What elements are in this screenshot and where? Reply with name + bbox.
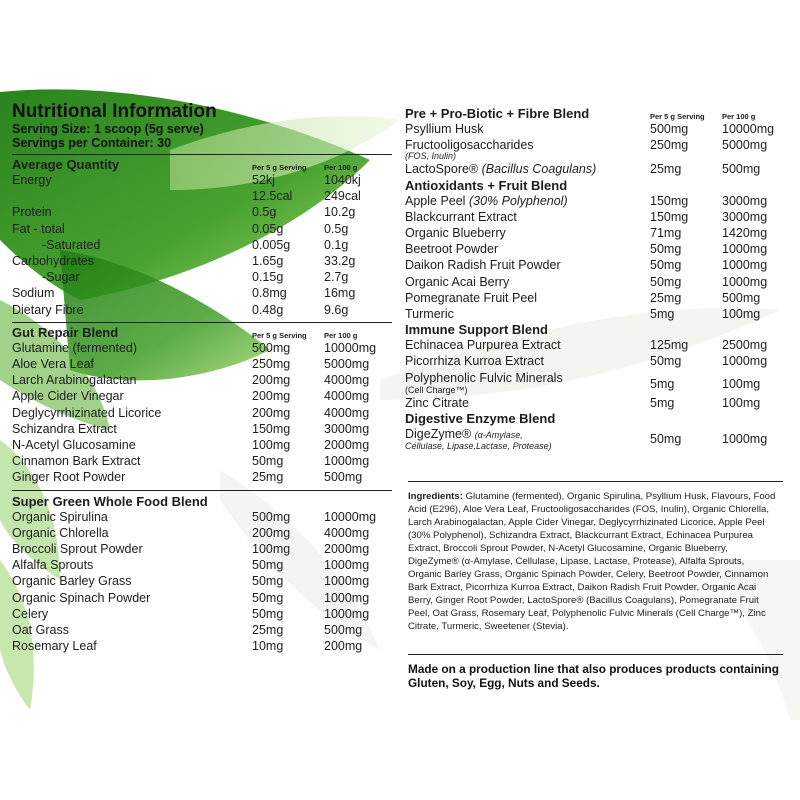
value-100g: 5000mg (324, 357, 370, 372)
value-serving: 5mg (650, 395, 675, 410)
divider (12, 154, 392, 155)
ingredient-name: Ginger Root Powder (12, 470, 126, 485)
value-serving: 5mg (650, 307, 675, 322)
value-serving: 50mg (650, 242, 682, 257)
table-row (405, 337, 790, 353)
value-100g: 16mg (324, 286, 356, 301)
value-100g: 100mg (722, 395, 761, 410)
value-100g: 500mg (722, 162, 761, 177)
value-serving: 0.8mg (252, 286, 287, 301)
value-serving: 50mg (252, 574, 284, 589)
ingredient-name: Broccoli Sprout Powder (12, 542, 143, 557)
value-serving: 200mg (252, 389, 291, 404)
value-100g: 5000mg (722, 138, 768, 153)
table-row (12, 606, 392, 622)
value-serving: 25mg (650, 290, 682, 305)
value-100g: 100mg (722, 376, 761, 391)
table-row (12, 269, 392, 285)
ingredient-note: (α-Amylase, (474, 430, 523, 441)
table-row (12, 253, 392, 269)
section-header (405, 411, 790, 426)
column-header-100g: Per 100 g (324, 163, 358, 172)
value-100g: 1000mg (324, 606, 370, 621)
value-serving: 0.48g (252, 302, 284, 317)
section-header (405, 106, 790, 121)
value-100g: 2000mg (324, 542, 370, 557)
table-row (405, 353, 790, 369)
value-serving: 0.5g (252, 205, 277, 220)
column-header-serving: Per 5 g Serving (252, 330, 307, 340)
column-header-serving: Per 5 g Serving (252, 163, 307, 172)
value-100g: 33.2g (324, 254, 356, 269)
divider (12, 322, 392, 323)
value-serving: 500mg (252, 340, 291, 355)
ingredient-name: Picorrhiza Kurroa Extract (405, 354, 544, 369)
value-serving: 100mg (252, 542, 291, 557)
section-heading: Average Quantity (12, 157, 120, 172)
ingredient-name: Organic Chlorella (12, 525, 109, 540)
nutrient-name: Energy (12, 173, 52, 187)
ingredient-name: Blackcurrant Extract (405, 209, 517, 224)
value-100g: 10.2g (324, 205, 356, 220)
value-serving: 25mg (650, 162, 682, 177)
table-row (12, 356, 392, 372)
value-100g: 4000mg (324, 405, 370, 420)
value-serving: 50mg (650, 258, 682, 273)
section-heading: Gut Repair Blend (12, 324, 119, 340)
value-serving: 50mg (252, 454, 284, 469)
ingredient-name: DigeZyme® (405, 427, 472, 442)
value-serving: 50mg (650, 274, 682, 289)
ingredient-name: Polyphenolic Fulvic Minerals (405, 370, 563, 385)
table-row (12, 453, 392, 469)
section-header (12, 157, 392, 172)
table-row (12, 285, 392, 301)
value-serving: 12.5cal (252, 189, 293, 204)
value-serving: 50mg (650, 354, 682, 369)
ingredient-name: Oat Grass (12, 623, 69, 638)
servings-per-container: Servings per Container: 30 (12, 136, 172, 150)
divider (12, 490, 392, 491)
average-quantity-section (12, 157, 392, 318)
table-row (12, 340, 392, 356)
table-row (12, 469, 392, 485)
super-green-section (12, 494, 392, 655)
ingredient-name: Apple Cider Vinegar (12, 389, 124, 404)
value-100g: 500mg (324, 623, 363, 638)
table-row (12, 622, 392, 638)
value-100g: 1000mg (324, 590, 370, 605)
ingredient-name: Organic Barley Grass (12, 574, 132, 589)
value-100g: 1000mg (722, 242, 768, 257)
ingredient-name: Beetroot Powder (405, 242, 499, 257)
column-header-100g: Per 100 g (324, 330, 358, 340)
value-serving: 500mg (252, 509, 291, 524)
ingredient-name: Psyllium Husk (405, 122, 484, 136)
table-row (405, 274, 790, 290)
value-serving: 50mg (650, 432, 682, 447)
value-serving: 150mg (650, 209, 689, 224)
ingredient-name: Celery (12, 606, 49, 621)
table-row (405, 137, 790, 161)
value-serving: 200mg (252, 373, 291, 388)
value-100g: 2500mg (722, 338, 768, 353)
table-row (12, 188, 392, 204)
ingredient-name: Organic Spinach Powder (12, 590, 151, 605)
value-serving: 50mg (252, 606, 284, 621)
value-100g: 10000mg (324, 340, 377, 355)
value-serving: 250mg (650, 138, 689, 153)
value-serving: 50mg (252, 590, 284, 605)
table-row (12, 405, 392, 421)
value-100g: 9.6g (324, 302, 349, 317)
value-serving: 52kj (252, 173, 275, 187)
table-row (12, 302, 392, 318)
value-serving: 25mg (252, 623, 284, 638)
ingredient-name: Pomegranate Fruit Peel (405, 290, 538, 305)
value-serving: 10mg (252, 639, 284, 654)
value-serving: 150mg (252, 421, 291, 436)
table-row (405, 209, 790, 225)
ingredient-name: Organic Spirulina (12, 509, 108, 524)
ingredients-text: Glutamine (fermented), Organic Spirulina, Psyllium Husk, Flavours, Food Acid (E296), Aloe Vera Leaf, Fructooligosaccharides (FOS, Inulin), Organic Chlorella, Larch Arabinogalactan, Apple Cider Vinegar, Deglycyrrhizinated Licorice, Apple Peel (30% Polyphenol), Schizandra Extract, Blackcurrant Extract, Echinacea Purpurea Extract, Broccoli Sprout Powder, N-Acetyl Glucosamine, Organic Blueberry, DigeZyme® (α-Amylase, Cellulase, Lipase, Lactase, Protease), Alfalfa Sprouts, Organic Barley Grass, Organic Spinach Powder, Celery, Beetroot Powder, Cinnamon Bark Extract, Picorrhiza Kurroa Extract, Daikon Radish Fruit Powder, Organic Acai Berry, Ginger Root Powder, LactoSpore® (Bacillus Coagulans), Pomegranate Fruit Peel, Oat Grass, Rosemary Leaf, Polyphenolic Fulvic Minerals (Cell Charge™), Zinc Citrate, Turmeric, Sweetener (Stevia). (408, 491, 776, 632)
value-100g: 1000mg (722, 432, 768, 447)
ingredient-cell (405, 370, 650, 395)
table-row (12, 590, 392, 606)
value-100g: 0.5g (324, 221, 349, 236)
value-100g: 100mg (722, 307, 761, 322)
right-column (405, 106, 790, 451)
value-serving: 200mg (252, 405, 291, 420)
ingredient-note: (Bacillus Coagulans) (481, 162, 597, 177)
value-serving: 500mg (650, 122, 689, 136)
ingredient-note: (30% Polyphenol) (468, 193, 568, 208)
value-serving: 0.005g (252, 237, 291, 252)
table-row (12, 437, 392, 453)
value-100g: 249cal (324, 189, 361, 204)
value-100g: 1040kj (324, 173, 361, 187)
value-serving: 200mg (252, 525, 291, 540)
value-serving: 50mg (252, 558, 284, 573)
ingredients-list (408, 490, 780, 633)
value-serving: 71mg (650, 226, 682, 241)
value-100g: 0.1g (324, 237, 349, 252)
value-100g: 500mg (722, 290, 761, 305)
section-heading: Digestive Enzyme Blend (405, 411, 556, 427)
ingredient-name: Organic Acai Berry (405, 274, 510, 289)
value-100g: 1000mg (722, 258, 768, 273)
value-100g: 2.7g (324, 270, 349, 285)
ingredient-name: Turmeric (405, 307, 454, 322)
nutrient-name: Protein (12, 205, 52, 220)
value-serving: 150mg (650, 193, 689, 208)
column-header-serving: Per 5 g Serving (650, 112, 705, 121)
section-heading: Super Green Whole Food Blend (12, 493, 208, 509)
gut-repair-section (12, 325, 392, 486)
value-100g: 200mg (324, 639, 363, 654)
ingredient-name: Larch Arabinogalactan (12, 373, 137, 388)
ingredient-cell (405, 426, 650, 451)
value-100g: 500mg (324, 470, 363, 485)
ingredient-name: Apple Peel (405, 193, 466, 208)
table-row (12, 221, 392, 237)
value-serving: 250mg (252, 357, 291, 372)
divider (408, 481, 783, 482)
table-row (12, 372, 392, 388)
table-row (405, 290, 790, 306)
table-row (12, 509, 392, 525)
value-100g: 3000mg (324, 421, 370, 436)
value-serving: 1.65g (252, 254, 284, 269)
table-row (405, 257, 790, 273)
value-100g: 3000mg (722, 209, 768, 224)
ingredient-name: Zinc Citrate (405, 395, 469, 410)
ingredients-label: Ingredients: (408, 491, 463, 502)
value-100g: 4000mg (324, 389, 370, 404)
ingredient-name: Cinnamon Bark Extract (12, 454, 141, 469)
table-row (12, 541, 392, 557)
table-row (12, 237, 392, 253)
ingredient-name: Schizandra Extract (12, 421, 117, 436)
ingredient-name: LactoSpore® (405, 162, 479, 177)
value-serving: 125mg (650, 338, 689, 353)
nutrient-name: -Saturated (42, 237, 101, 252)
table-row (405, 225, 790, 241)
nutrient-name: Sodium (12, 286, 55, 301)
ingredient-cell (405, 193, 650, 209)
serving-size: Serving Size: 1 scoop (5g serve) (12, 122, 204, 136)
value-100g: 1420mg (722, 226, 768, 241)
ingredient-note-continued: Cellulase, Lipase,Lactase, Protease) (405, 441, 552, 452)
value-100g: 1000mg (324, 574, 370, 589)
value-100g: 4000mg (324, 525, 370, 540)
ingredient-name: N-Acetyl Glucosamine (12, 438, 136, 453)
table-row (405, 161, 790, 177)
value-serving: 100mg (252, 438, 291, 453)
table-row (405, 395, 790, 411)
ingredient-name: Rosemary Leaf (12, 639, 97, 654)
table-row (12, 421, 392, 437)
table-row (12, 172, 392, 188)
table-row (12, 204, 392, 220)
nutrient-name: Fat - total (12, 221, 65, 236)
table-row (12, 388, 392, 404)
table-row (12, 557, 392, 573)
table-row (405, 193, 790, 209)
value-serving: 0.15g (252, 270, 284, 285)
table-row (405, 241, 790, 257)
table-row (12, 573, 392, 589)
value-100g: 2000mg (324, 438, 370, 453)
ingredient-name: Alfalfa Sprouts (12, 558, 94, 573)
value-100g: 3000mg (722, 193, 768, 208)
ingredient-cell (405, 161, 650, 177)
table-row (12, 525, 392, 541)
value-100g: 1000mg (722, 274, 768, 289)
ingredient-note: (FOS, Inulin) (405, 151, 457, 162)
table-row (405, 306, 790, 322)
ingredient-name: Echinacea Purpurea Extract (405, 338, 561, 353)
value-100g: 1000mg (324, 454, 370, 469)
table-row (12, 638, 392, 654)
ingredient-cell (405, 137, 650, 161)
ingredient-name: Fructooligosaccharides (405, 138, 534, 153)
section-header (12, 325, 392, 340)
ingredient-name: Deglycyrrhizinated Licorice (12, 405, 162, 420)
value-100g: 4000mg (324, 373, 370, 388)
value-serving: 5mg (650, 376, 675, 391)
section-header (405, 322, 790, 337)
ingredient-note: (Cell Charge™) (405, 384, 468, 395)
table-row (405, 426, 790, 451)
ingredient-name: Organic Blueberry (405, 226, 506, 241)
value-serving: 0.05g (252, 221, 284, 236)
value-100g: 10000mg (722, 122, 775, 136)
section-heading: Pre + Pro-Biotic + Fibre Blend (405, 106, 590, 121)
column-header-100g: Per 100 g (722, 112, 756, 121)
page-title: Nutritional Information (12, 101, 217, 122)
ingredient-name: Daikon Radish Fruit Powder (405, 258, 561, 273)
table-row (405, 370, 790, 395)
nutrient-name: Dietary Fibre (12, 302, 84, 317)
value-100g: 10000mg (324, 509, 377, 524)
value-100g: 1000mg (722, 354, 768, 369)
nutrient-name: Carbohydrates (12, 254, 94, 269)
ingredient-name: Glutamine (fermented) (12, 340, 138, 355)
section-header (405, 178, 790, 193)
left-column (12, 102, 392, 654)
section-header (12, 494, 392, 509)
ingredient-name: Aloe Vera Leaf (12, 357, 95, 372)
allergen-warning: Made on a production line that also produces products containing Gluten, Soy, Egg, Nuts and Seeds. (408, 662, 779, 690)
nutrient-name: -Sugar (42, 270, 80, 285)
value-100g: 1000mg (324, 558, 370, 573)
section-heading: Antioxidants + Fruit Blend (405, 177, 568, 193)
divider (408, 654, 783, 655)
value-serving: 25mg (252, 470, 284, 485)
table-row (405, 121, 790, 137)
section-heading: Immune Support Blend (405, 322, 548, 338)
